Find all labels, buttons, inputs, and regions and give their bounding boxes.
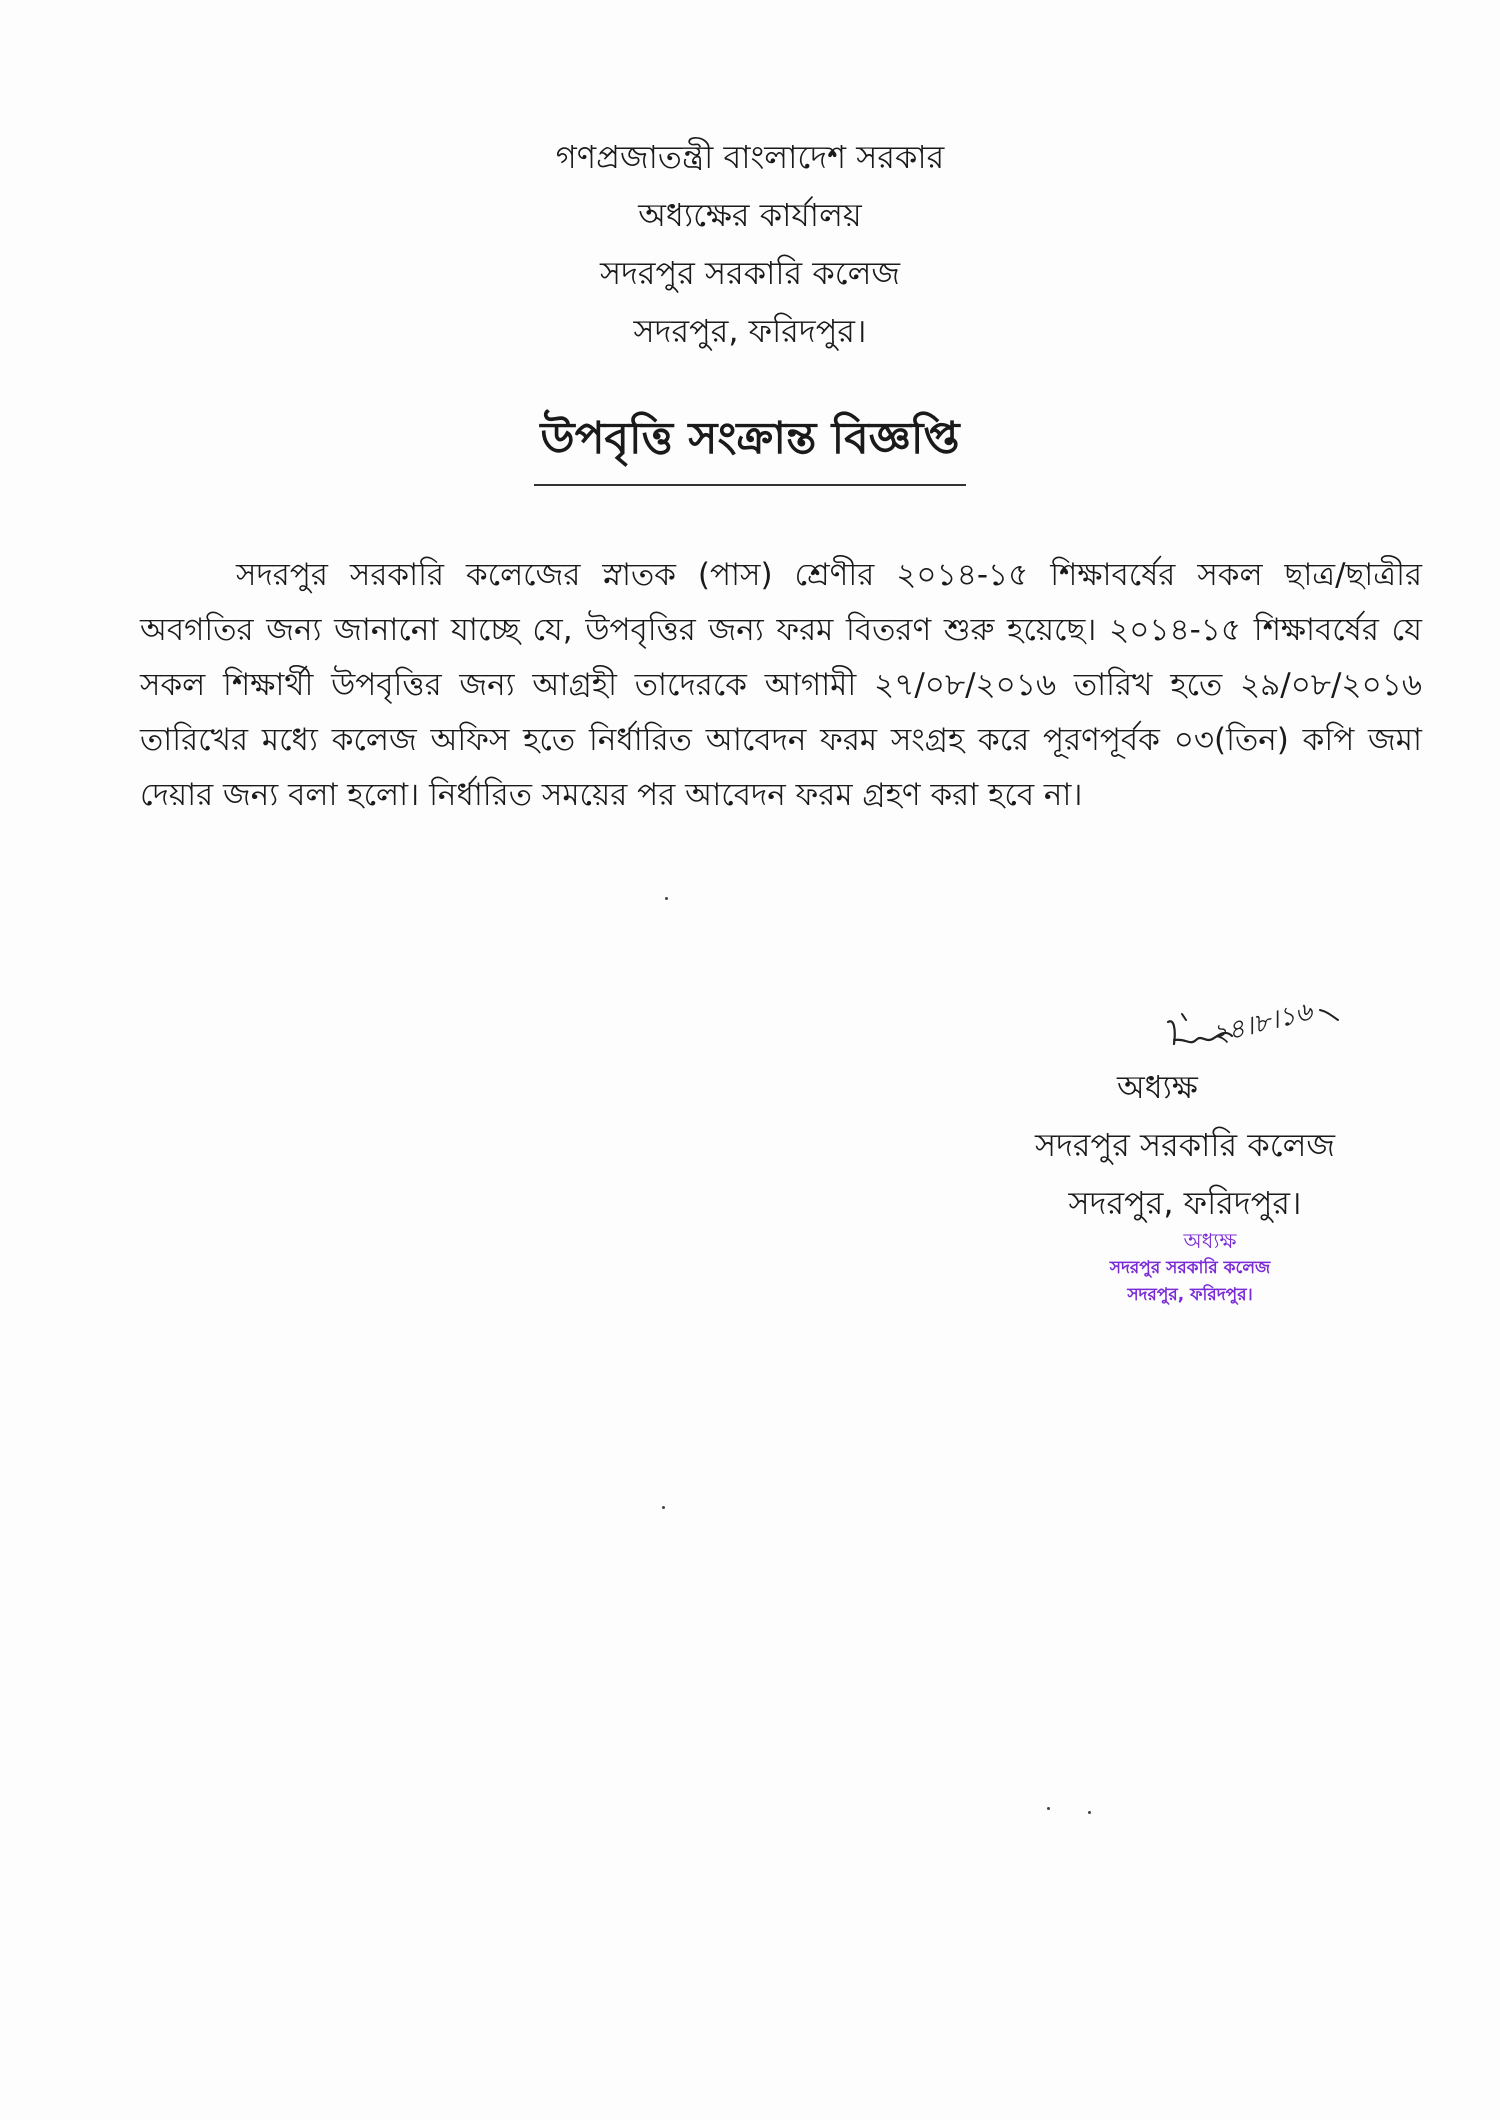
paper-speck [1088, 1811, 1091, 1814]
paper-speck [665, 897, 668, 900]
office-name: অধ্যক্ষের কার্যালয় [638, 196, 862, 234]
signatory-title: অধ্যক্ষ [1117, 1068, 1198, 1106]
notice-title: উপবৃত্তি সংক্রান্ত বিজ্ঞপ্তি [534, 405, 965, 486]
stamp-address: সদরপুর, ফরিদপুর। [1127, 1285, 1253, 1305]
college-address: সদরপুর, ফরিদপুর। [633, 312, 867, 350]
signature-block [985, 1058, 1385, 1232]
college-name: সদরপুর সরকারি কলেজ [599, 254, 901, 292]
signatory-address: সদরপুর, ফরিদপুর। [1068, 1184, 1302, 1222]
signature-date: ২৪।৮।১৬ [1208, 996, 1316, 1051]
signatory-college: সদরপুর সরকারি কলেজ [1034, 1126, 1336, 1164]
official-seal-stamp [1060, 1228, 1320, 1309]
paper-speck [662, 1506, 665, 1509]
office-header [0, 128, 1500, 360]
stamp-title: অধ্যক্ষ [1183, 1229, 1237, 1253]
stamp-college: সদরপুর সরকারি কলেজ [1109, 1258, 1271, 1278]
paper-speck [1047, 1807, 1050, 1810]
government-name: গণপ্রজাতন্ত্রী বাংলাদেশ সরকার [555, 138, 945, 176]
notice-title-wrap [0, 405, 1500, 486]
notice-body: সদরপুর সরকারি কলেজের স্নাতক (পাস) শ্রেণীর ২০১৪-১৫ শিক্ষাবর্ষের সকল ছাত্র/ছাত্রীর অবগতির জন্য জানানো যাচ্ছে যে, উপবৃত্তির জন্য ফরম বিতরণ শুরু হয়েছে। ২০১৪-১৫ শিক্ষাবর্ষের যে সকল শিক্ষার্থী উপবৃত্তির জন্য আগ্রহী তাদেরকে আগামী ২৭/০৮/২০১৬ তারিখ হতে ২৯/০৮/২০১৬ তারিখের মধ্যে কলেজ অফিস হতে নির্ধারিত আবেদন ফরম সংগ্রহ করে পূরণপূর্বক ০৩(তিন) কপি জমা দেয়ার জন্য বলা হলো। নির্ধারিত সময়ের পর আবেদন ফরম গ্রহণ করা হবে না। [140, 557, 1422, 813]
